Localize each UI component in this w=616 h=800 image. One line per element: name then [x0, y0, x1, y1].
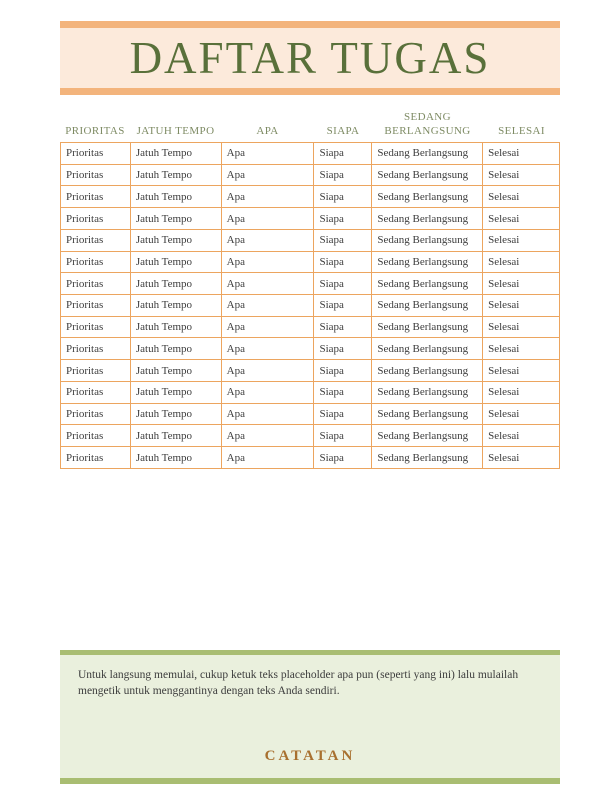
table-cell[interactable]: Siapa [314, 403, 372, 425]
page-title[interactable]: DAFTAR TUGAS [129, 33, 491, 83]
table-cell[interactable]: Selesai [483, 316, 560, 338]
table-row [61, 447, 560, 469]
table-cell[interactable]: Selesai [483, 360, 560, 382]
table-cell[interactable]: Sedang Berlangsung [372, 251, 483, 273]
table-cell[interactable]: Apa [221, 338, 314, 360]
table-cell[interactable]: Sedang Berlangsung [372, 143, 483, 165]
table-cell[interactable]: Apa [221, 447, 314, 469]
table-cell[interactable]: Sedang Berlangsung [372, 338, 483, 360]
notes-title: CATATAN [264, 748, 356, 764]
table-cell[interactable]: Apa [221, 381, 314, 403]
table-cell[interactable]: Sedang Berlangsung [372, 447, 483, 469]
table-cell[interactable]: Sedang Berlangsung [372, 295, 483, 317]
table-row [61, 316, 560, 338]
table-cell[interactable]: Apa [221, 186, 314, 208]
table-cell[interactable]: Selesai [483, 425, 560, 447]
table-cell[interactable]: Prioritas [61, 360, 131, 382]
table-cell[interactable]: Prioritas [61, 273, 131, 295]
table-cell[interactable]: Selesai [483, 208, 560, 230]
table-row [61, 381, 560, 403]
table-cell[interactable]: Apa [221, 425, 314, 447]
table-cell[interactable]: Prioritas [61, 295, 131, 317]
table-cell[interactable]: Sedang Berlangsung [372, 164, 483, 186]
table-cell[interactable]: Jatuh Tempo [130, 338, 221, 360]
table-cell[interactable]: Prioritas [61, 338, 131, 360]
table-cell[interactable]: Prioritas [61, 447, 131, 469]
table-cell[interactable]: Selesai [483, 164, 560, 186]
table-cell[interactable]: Apa [221, 251, 314, 273]
table-cell[interactable]: Prioritas [61, 316, 131, 338]
table-cell[interactable]: Sedang Berlangsung [372, 381, 483, 403]
table-cell[interactable]: Siapa [314, 208, 372, 230]
column-header: SEDANG BERLANGSUNG [384, 111, 471, 137]
notes-section [60, 650, 560, 784]
table-row [61, 251, 560, 273]
table-cell[interactable]: Siapa [314, 186, 372, 208]
table-cell[interactable]: Siapa [314, 295, 372, 317]
table-cell[interactable]: Siapa [314, 316, 372, 338]
table-cell[interactable]: Apa [221, 143, 314, 165]
table-cell[interactable]: Prioritas [61, 143, 131, 165]
table-cell[interactable]: Jatuh Tempo [130, 316, 221, 338]
table-row [61, 403, 560, 425]
column-header: JATUH TEMPO [136, 125, 215, 137]
table-cell[interactable]: Siapa [314, 143, 372, 165]
table-cell[interactable]: Selesai [483, 251, 560, 273]
table-cell[interactable]: Jatuh Tempo [130, 143, 221, 165]
table-row [61, 164, 560, 186]
table-cell[interactable]: Selesai [483, 273, 560, 295]
table-cell[interactable]: Jatuh Tempo [130, 164, 221, 186]
table-cell[interactable]: Sedang Berlangsung [372, 425, 483, 447]
table-cell[interactable]: Jatuh Tempo [130, 425, 221, 447]
table-cell[interactable]: Jatuh Tempo [130, 208, 221, 230]
column-header: SIAPA [326, 125, 360, 137]
table-cell[interactable]: Selesai [483, 143, 560, 165]
column-header: APA [256, 125, 279, 137]
table-cell[interactable]: Prioritas [61, 186, 131, 208]
table-cell[interactable]: Apa [221, 316, 314, 338]
table-cell[interactable]: Jatuh Tempo [130, 381, 221, 403]
table-row [61, 186, 560, 208]
table-cell[interactable]: Siapa [314, 360, 372, 382]
table-cell[interactable]: Apa [221, 273, 314, 295]
table-cell[interactable]: Prioritas [61, 381, 131, 403]
table-row [61, 208, 560, 230]
table-cell[interactable]: Sedang Berlangsung [372, 208, 483, 230]
table-cell[interactable]: Selesai [483, 381, 560, 403]
table-row [61, 360, 560, 382]
table-row [61, 273, 560, 295]
table-cell[interactable]: Selesai [483, 295, 560, 317]
notes-placeholder-text[interactable]: Untuk langsung memulai, cukup ketuk teks placeholder apa pun (seperti yang ini) lalu mulailah mengetik untuk menggantinya dengan teks Anda sendiri. [78, 669, 519, 697]
table-cell[interactable]: Jatuh Tempo [130, 447, 221, 469]
task-table [60, 142, 560, 469]
table-cell[interactable]: Siapa [314, 251, 372, 273]
table-cell[interactable]: Prioritas [61, 403, 131, 425]
table-cell[interactable]: Apa [221, 208, 314, 230]
table-cell[interactable]: Selesai [483, 338, 560, 360]
table-cell[interactable]: Sedang Berlangsung [372, 186, 483, 208]
table-cell[interactable]: Siapa [314, 447, 372, 469]
table-cell[interactable]: Apa [221, 164, 314, 186]
table-row [61, 425, 560, 447]
table-cell[interactable]: Sedang Berlangsung [372, 360, 483, 382]
table-cell[interactable]: Prioritas [61, 229, 131, 251]
table-cell[interactable]: Sedang Berlangsung [372, 403, 483, 425]
table-cell[interactable]: Jatuh Tempo [130, 273, 221, 295]
table-cell[interactable]: Selesai [483, 447, 560, 469]
title-banner [60, 21, 560, 95]
table-cell[interactable]: Apa [221, 360, 314, 382]
table-cell[interactable]: Prioritas [61, 251, 131, 273]
table-cell[interactable]: Selesai [483, 403, 560, 425]
table-cell[interactable]: Apa [221, 295, 314, 317]
table-cell[interactable]: Jatuh Tempo [130, 251, 221, 273]
table-cell[interactable]: Jatuh Tempo [130, 295, 221, 317]
table-cell[interactable]: Siapa [314, 338, 372, 360]
table-cell[interactable]: Apa [221, 403, 314, 425]
table-cell[interactable]: Selesai [483, 229, 560, 251]
table-row [61, 338, 560, 360]
table-cell[interactable]: Prioritas [61, 164, 131, 186]
table-cell[interactable]: Sedang Berlangsung [372, 316, 483, 338]
table-cell[interactable]: Prioritas [61, 425, 131, 447]
table-cell[interactable]: Siapa [314, 164, 372, 186]
table-cell[interactable]: Prioritas [61, 208, 131, 230]
table-cell[interactable]: Apa [221, 229, 314, 251]
table-cell[interactable]: Sedang Berlangsung [372, 229, 483, 251]
table-cell[interactable]: Jatuh Tempo [130, 360, 221, 382]
table-cell[interactable]: Jatuh Tempo [130, 186, 221, 208]
column-header: SELESAI [498, 125, 545, 137]
table-row [61, 295, 560, 317]
table-row [61, 229, 560, 251]
table-cell[interactable]: Siapa [314, 425, 372, 447]
column-header: PRIORITAS [65, 125, 125, 137]
table-column-headers [60, 100, 560, 141]
table-cell[interactable]: Jatuh Tempo [130, 229, 221, 251]
table-cell[interactable]: Siapa [314, 273, 372, 295]
table-cell[interactable]: Siapa [314, 229, 372, 251]
table-cell[interactable]: Sedang Berlangsung [372, 273, 483, 295]
table-row [61, 143, 560, 165]
table-cell[interactable]: Siapa [314, 381, 372, 403]
table-cell[interactable]: Jatuh Tempo [130, 403, 221, 425]
table-cell[interactable]: Selesai [483, 186, 560, 208]
